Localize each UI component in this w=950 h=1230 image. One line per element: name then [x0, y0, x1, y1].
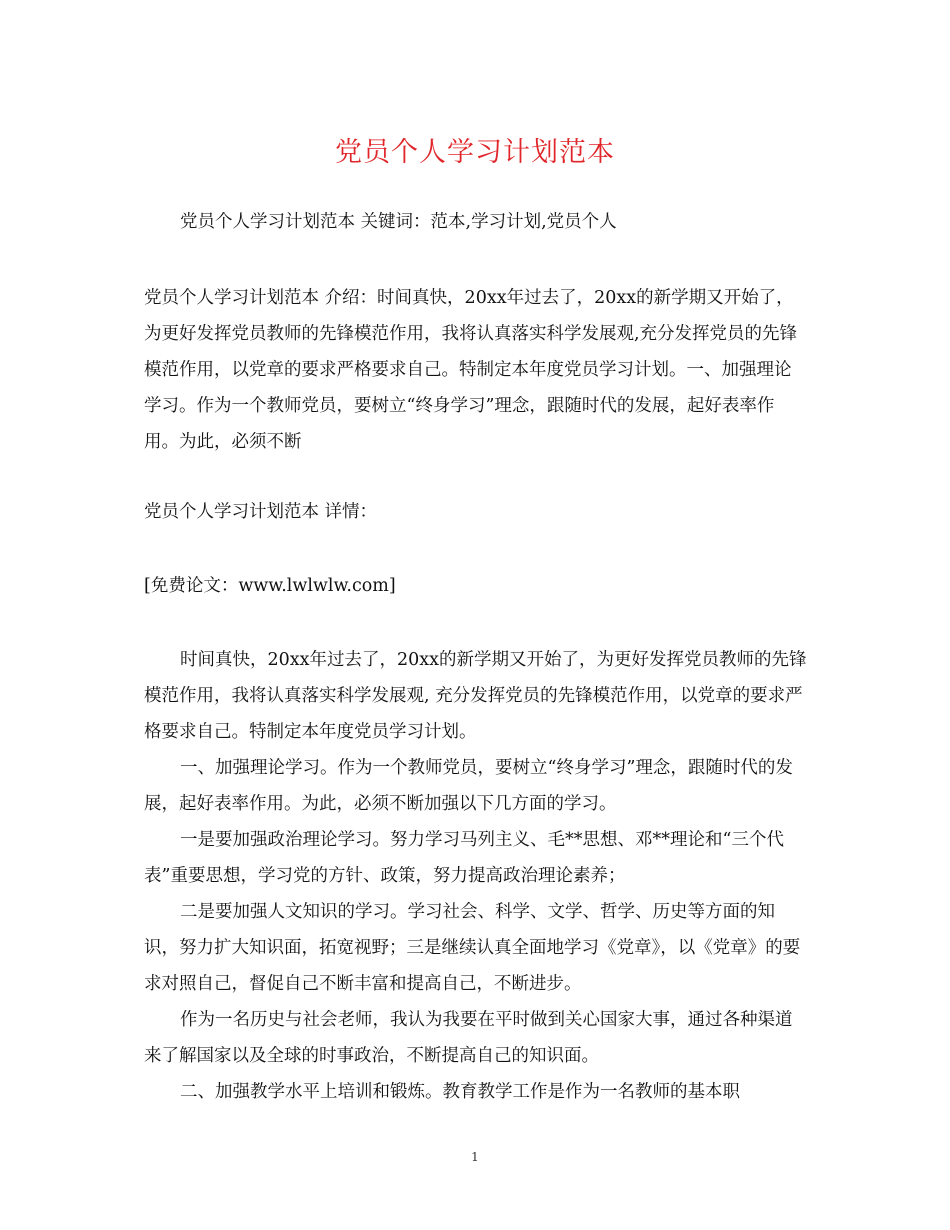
page-number: 1	[471, 1150, 479, 1164]
body-paragraph: 二、加强教学水平上培训和锻炼。教育教学工作是作为一名教师的基本职	[180, 1082, 740, 1102]
body-paragraph: 一是要加强政治理论学习。努力学习马列主义、毛**思想、邓**理论和“三个代表”重要思想，学习党的方针、政策，努力提高政治理论素养；	[144, 830, 784, 886]
detail-heading: 党员个人学习计划范本 详情：	[144, 502, 378, 522]
body-text	[144, 642, 808, 1110]
body-paragraph: 一、加强理论学习。作为一个教师党员，要树立“终身学习”理念，跟随时代的发展，起好表率作用。为此，必须不断加强以下几方面的学习。	[144, 758, 793, 814]
keywords-line: 党员个人学习计划范本 关键词：范本,学习计划,党员个人	[180, 212, 617, 232]
body-paragraph: 作为一名历史与社会老师，我认为我要在平时做到关心国家大事，通过各种渠道来了解国家以及全球的时事政治，不断提高自己的知识面。	[144, 1010, 793, 1066]
intro-paragraph: 党员个人学习计划范本 介绍：时间真快，20xx年过去了，20xx的新学期又开始了，为更好发挥党员教师的先锋模范作用，我将认真落实科学发展观,充分发挥党员的先锋模范作用，以党章的要求严格要求自己。特制定本年度党员学习计划。一、加强理论学习。作为一个教师党员，要树立“终身学习”理念，跟随时代的发展，起好表率作用。为此，必须不断	[144, 288, 798, 452]
document-title: 党员个人学习计划范本	[335, 137, 615, 168]
body-paragraph: 二是要加强人文知识的学习。学习社会、科学、文学、哲学、历史等方面的知识，努力扩大知识面，拓宽视野；三是继续认真全面地学习《党章》，以《党章》的要求对照自己，督促自己不断丰富和提高自己，不断进步。	[144, 902, 801, 994]
source-note: [免费论文：www.lwlwlw.com]	[144, 576, 396, 596]
body-paragraph: 时间真快，20xx年过去了，20xx的新学期又开始了，为更好发挥党员教师的先锋模范作用，我将认真落实科学发展观, 充分发挥党员的先锋模范作用，以党章的要求严格要求自己。特制定本年度党员学习计划。	[144, 650, 807, 742]
